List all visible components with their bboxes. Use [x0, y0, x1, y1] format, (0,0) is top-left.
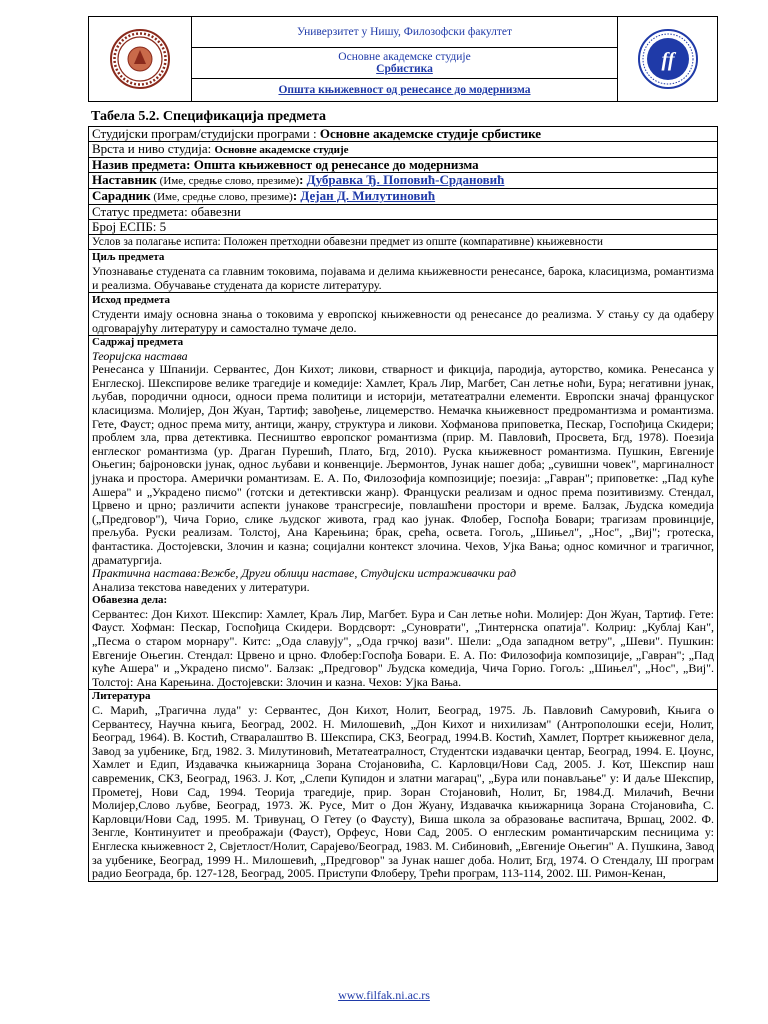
level-label: Врста и ниво студија: — [92, 141, 215, 156]
goal-text: Упознавање студената са главним токовима, појавама и делима књижевности ренесансе, барока, класицизма, романтизма и реализма. Обучавање студената да користе литературу. — [92, 264, 714, 292]
level-value: Основне академске студије — [214, 144, 349, 156]
assistant-row: Сарадник (Име, средње слово, презиме): Дејан Д. Милутиновић — [89, 189, 718, 205]
document-page — [88, 16, 718, 882]
ects-row: Број ЕСПБ: 5 — [89, 220, 718, 235]
course-title-header: Општа књижевност од ренесансе до модернизма — [278, 84, 531, 97]
course-specification-table — [88, 126, 718, 882]
course-name-value: Општа књижевност од ренесансе до модернизма — [193, 157, 479, 172]
program-value: Основне академске студије србистике — [319, 126, 542, 141]
literature-text: С. Марић, „Трагична луда" у: Сервантес, Дон Кихот, Нолит, Београд, 1975. Љ. Павловић Самуровић, Књига о Сервантесу, Научна књига, Београд, 2002. Н. Милошевић, „Дон Кихот и нихилизам" (Антрополошки есеји, Нолит, Београд, 1964). В. Костић, Стваралаштво В. Шекспира, СКЗ, Београд, 1994.В. Костић, Хамлет, Портрет књижевног дела, Завод за уџбенике, Бгд, 1982. З. Милутиновић, Метатеатралност, Студентски издавачки центар, Београд, 1994. Е. Џоунс, Хамлет и Едип, Издавачка књижарница Зорана Стојановића, С. Карловци/Нови Сад, 2005. Ј. Кот, Шекспир наш савременик, СКЗ, Београд, 1963. Ј. Кот, „Слепи Купидон и златни магарац", „Бура или понављање" у: И даље Шекспир, Прометеј, Нови Сад, 1994. Теорија трагедије, прир. Зоран Стојановић, Нолит, Бг, 1984.Д. Милачић, Вечни Молијер,Слово љубве, Београд, 1973. Ж. Русе, Мит о Дон Жуану, Издавачка књижарница Зорана Стојановића, С. Карловци/Нови Сад, 1995. М. Тривунац, О Гетеу (о Фаусту), Виша школа за образовање васпитача, Вршац, 2002. Ф. Зенгле, Континуитет и преображаји (Фауст), Орфеус, Нови Сад, 2005. О енглеским романтичарским песницима у: Енглеска књижевност 2, Свјетлост/Нолит, Сарајево/Београд, 1983. М. Сибиновић, „Евгеније Оњегин" А. Пушкина, Завод за уџбенике, Београд, 1999 Н.. Милошевић, „Предговор" за Јунак нашег доба. Нолит, Бгд, 1974. О Стендалу, Ш програм радио Београда, бр. 127-128, Београд, 2005. Приступи Флоберу, Трећи програм, 113-114, 2002. Ш. Римон-Кенан, — [92, 703, 714, 881]
outcome-title: Исход предмета — [92, 294, 171, 306]
content-text: Ренесанса у Шпанији. Сервантес, Дон Кихот; ликови, стварност и фикција, пародија, ауторство, комика. Ренесанса у Енглеској. Шекспирове велике трагедије и комедије: Хамлет, Краљ Лир, Магбет, Сан летње ноћи, Бура; негативни јунак, љубав, породични односи, односи према политици и историји, метатеатрални елементи. Европски значај француског класицизма. Молијер, Дон Жуан, Тартиф; завођење, лицемерство. Немачка књижевност предромантизма и романтизма. Гете, Фауст; однос према миту, антици, жанру, структура и ликови. Хофманова приповетка, Пескар, Госпођица Скидери; проблем зла, прва детективка. Песништво европског романтизма (прир. М. Павловић, Просвета, Бгд, 1978). Поезија енглеског романтизма (ур. Драган Пурешић, Плато, Бгд, 2010). Руска књижевност романтизма. Пушкин, Евгеније Оњегин; бајроновски јунак, однос љубави и конвенције. Љермонтов, Јунак нашег доба; „сувишни човек", маргиналност јунака и простора. Амерички романтизам. Е. А. По, Филозофија композиције; поезија: „Гавран"; приповетке: „Пад куће Ашера" и „Украдено писмо" (готски и детективски жанр). Француски реализам и однос према позитивизму. Стендал, Црвено и црно; различити аспекти јунакове трансгресије, повлашћени простори и време. Балзак, Људска комедија („Предговор"), Чича Горио, слике људског живота, град као јунак. Флобер, Госпођа Бовари; трагизам провинције, прељуба. Руски реализам. Толстој, Ана Карењина; брак, срећа, освета. Гогољ, „Шињел", „Нос", „Виј"; гротеска, фантастика. Достојевски, Злочин и казна; социјални контекст злочина. Чехов, Ујка Вања; однос комичног и трагичног, драматургија. — [92, 362, 714, 567]
teacher-row: Наставник (Име, средње слово, презиме): Дубравка Ђ. Поповић-Срдановић — [89, 173, 718, 189]
svg-text:ff: ff — [661, 49, 674, 71]
teacher-hint: (Име, средње слово, презиме) — [156, 175, 300, 187]
content-title: Садржај предмета — [92, 336, 184, 348]
university-name: Универзитет у Нишу, Филозофски факултет — [192, 17, 617, 48]
study-program — [192, 48, 617, 79]
teacher-label: Наставник — [92, 172, 157, 187]
goal-title: Циљ предмета — [92, 251, 165, 263]
university-seal-logo — [89, 17, 192, 101]
works-title: Обавезна дела: — [92, 594, 168, 607]
course-name-row — [89, 158, 718, 173]
table-caption: Табела 5.2. Спецификација предмета — [91, 109, 327, 124]
department-name: Србистика — [376, 63, 433, 76]
program-label: Студијски програм/студијски програми : — [92, 126, 320, 141]
document-header — [88, 16, 718, 102]
goal-section — [89, 250, 718, 293]
header-titles — [192, 17, 617, 101]
teacher-link[interactable]: Дубравка Ђ. Поповић-Срдановић — [306, 172, 505, 187]
status-row: Статус предмета: обавезни — [89, 205, 718, 220]
literature-title: Литература — [92, 690, 151, 703]
practical-title: Практична настава:Вежбе, Други облици наставе, Студијски истраживачки рад — [92, 566, 517, 581]
course-name-label: Назив предмета: — [92, 157, 194, 172]
practical-text: Анализа текстова наведених у литератури. — [92, 579, 310, 594]
assistant-hint: (Име, средње слово, презиме) — [150, 191, 293, 203]
faculty-logo — [617, 17, 717, 101]
content-section — [89, 336, 718, 690]
outcome-section — [89, 293, 718, 336]
footer-url-link[interactable]: www.filfak.ni.ac.rs — [338, 988, 430, 1002]
assistant-link[interactable]: Дејан Д. Милутиновић — [300, 188, 436, 203]
works-text: Сервантес: Дон Кихот. Шекспир: Хамлет, Краљ Лир, Магбет. Бура и Сан летње ноћи. Молијер: Дон Жуан, Тартиф. Гете: Фауст. Хофман: Пескар, Госпођица Скидери. Вордсворт: „Суноврати", „Тинтернска опатија". Колриџ: „Кублај Кан", „Песма о старом морнару". Китс: „Ода славују", „Ода грчкој вази". Шели: „Ода западном ветру", „Шеви". Пушкин: Евгеније Оњегин. Стендал: Црвено и црно. Флобер:Госпођа Бовари. Е. А. По: Филозофија композиције, „Гавран"; „Пад куће Ашера" и „Украдено писмо". Балзак: „Предговор" Људска комедија, Чича Горио. Гогољ: „Шињел", „Нос", „Виј". Толстој: Ана Карењина. Достојевски: Злочин и казна. Чехов: Ујка Вања. — [92, 606, 714, 689]
literature-section — [89, 690, 718, 881]
outcome-text: Студенти имају основна знања о токовима у европској књижевности од ренесансе до реализма. У стању су да одаберу одговарајућу литературу и самостално тумаче дело. — [92, 307, 714, 335]
program-level: Основне академске студије — [338, 51, 471, 64]
content-subtitle: Теоријска настава — [92, 348, 188, 363]
footer — [0, 988, 768, 1003]
assistant-label: Сарадник — [92, 188, 151, 203]
program-row — [89, 127, 718, 142]
level-row — [89, 142, 718, 158]
exam-condition-row: Услов за полагање испита: Положен претходни обавезни предмет из опште (компаративне) књижевности — [89, 235, 718, 250]
